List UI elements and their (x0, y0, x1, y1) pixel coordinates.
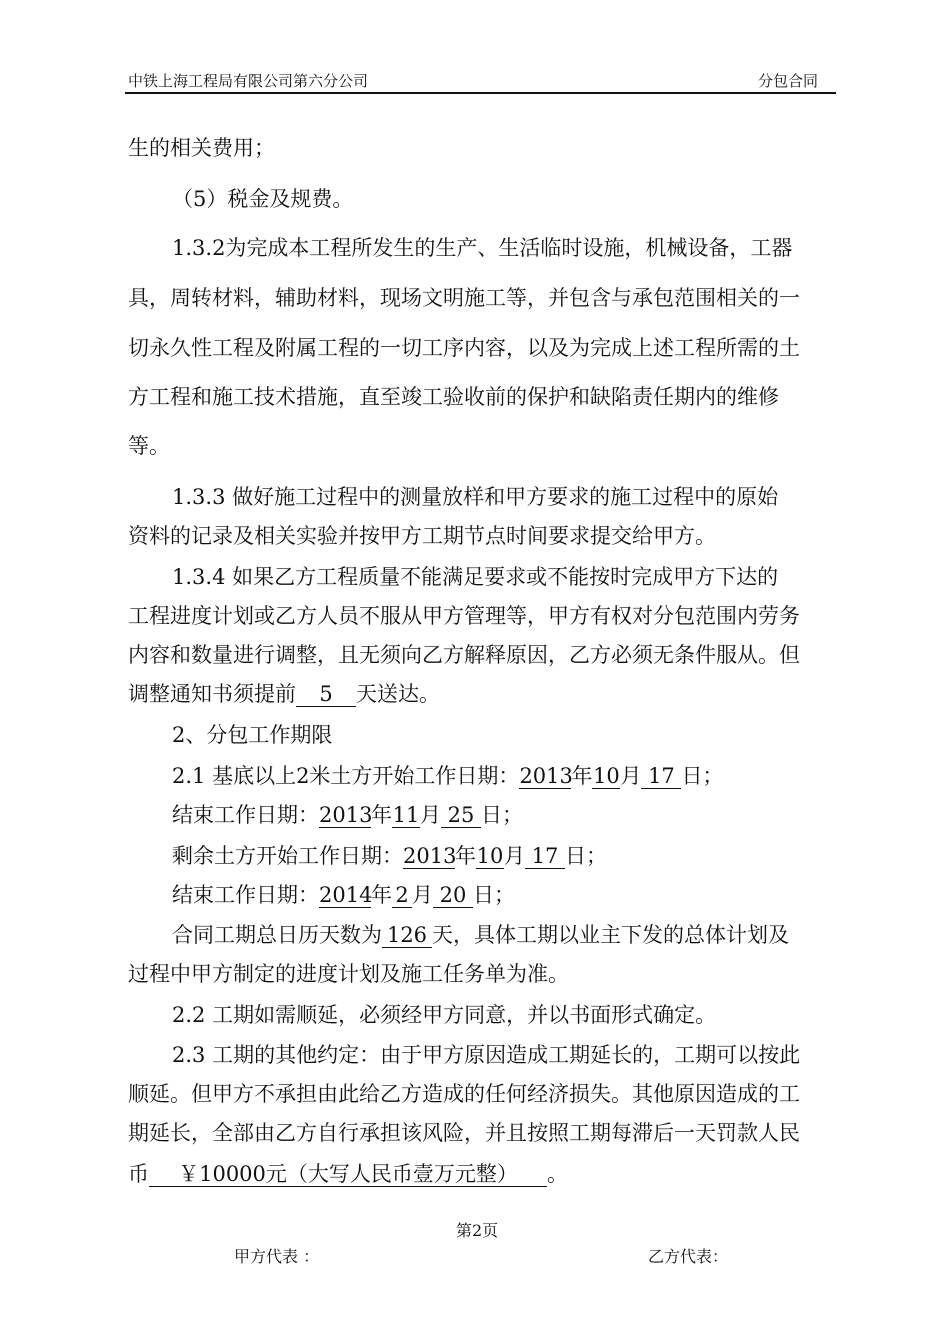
blank-day: 17 (641, 764, 681, 789)
text: 年 (371, 883, 392, 907)
text: 剩余土方开始工作日期： (172, 844, 403, 868)
blank-day: 17 (525, 844, 565, 869)
body-line: 方工程和施工技术措施，直至竣工验收前的保护和缺陷责任期内的维修 (128, 385, 779, 409)
text: 年 (371, 803, 392, 827)
blank-year: 2014 (319, 883, 373, 907)
text: 。 (547, 1162, 568, 1186)
body-line: 期延长，全部由乙方自行承担该风险，并且按照工期每滞后一天罚款人民 (128, 1121, 800, 1145)
text: 天，具体工期以业主下发的总体计划及 (432, 923, 789, 947)
text: 年 (455, 844, 476, 868)
blank-year: 2013 (319, 803, 373, 827)
body-line: 1.3.2为完成本工程所发生的生产、生活临时设施，机械设备，工器 (172, 236, 793, 260)
text: 结束工作日期： (172, 883, 319, 907)
text: 天送达。 (356, 682, 440, 706)
body-line: 资料的记录及相关实验并按甲方工期节点时间要求提交给甲方。 (128, 524, 716, 548)
text: 合同工期总日历天数为 (172, 923, 382, 947)
blank-month: 2 (392, 883, 412, 908)
body-line-notice (128, 680, 440, 708)
date-line (172, 801, 523, 829)
body-line: 2.3 工期的其他约定：由于甲方原因造成工期延长的，工期可以按此 (172, 1043, 801, 1067)
text: 月 (412, 883, 433, 907)
text: 结束工作日期： (172, 803, 319, 827)
body-line: 具，周转材料，辅助材料，现场文明施工等，并包含与承包范围相关的一 (128, 286, 800, 310)
blank-day: 20 (433, 883, 473, 908)
blank-total-days: 126 (382, 923, 432, 948)
body-line: 生的相关费用； (128, 136, 275, 160)
blank-days: 5 (296, 682, 356, 707)
body-line: 2.2 工期如需顺延，必须经甲方同意，并以书面形式确定。 (172, 1003, 717, 1027)
body-line: 1.3.4 如果乙方工程质量不能满足要求或不能按时完成甲方下达的 (172, 565, 779, 589)
text: 日； (473, 883, 515, 907)
blank-month: 10 (593, 764, 620, 788)
text: 调整通知书须提前 (128, 682, 296, 706)
text: 月 (420, 803, 441, 827)
blank-penalty-amount: ￥10000元（大写人民币壹万元整） (149, 1162, 547, 1187)
text: 日； (565, 844, 607, 868)
header-company: 中铁上海工程局有限公司第六分公司 (128, 72, 369, 90)
blank-year: 2013 (403, 844, 457, 868)
body-line: 切永久性工程及附属工程的一切工序内容，以及为完成上述工程所需的土 (128, 336, 800, 360)
body-line: 过程中甲方制定的进度计划及施工任务单为准。 (128, 962, 569, 986)
body-line: 工程进度计划或乙方人员不服从甲方管理等，甲方有权对分包范围内劳务 (128, 604, 800, 628)
date-line (172, 881, 515, 909)
header-rule (125, 92, 836, 94)
party-b-representative: 乙方代表： (648, 1247, 729, 1266)
body-line: 内容和数量进行调整，且无须向乙方解释原因，乙方必须无条件服从。但 (128, 643, 800, 667)
body-line: 顺延。但甲方不承担由此给乙方造成的任何经济损失。其他原因造成的工 (128, 1082, 800, 1106)
body-line: 1.3.3 做好施工过程中的测量放样和甲方要求的施工过程中的原始 (172, 485, 779, 509)
header-doc-type: 分包合同 (758, 72, 819, 90)
party-a-representative: 甲方代表 ： (234, 1247, 320, 1266)
date-line (172, 842, 607, 870)
date-line (172, 762, 723, 790)
section-heading: 2、分包工作期限 (172, 723, 333, 747)
blank-month: 11 (392, 803, 420, 827)
text: 币 (128, 1162, 149, 1186)
duration-line (172, 921, 789, 949)
blank-day: 25 (441, 803, 481, 828)
text: 日； (481, 803, 523, 827)
text: 2.1 基底以上2米土方开始工作日期： (172, 764, 520, 788)
page-number: 第2页 (456, 1221, 499, 1240)
text: 月 (504, 844, 525, 868)
text: 日； (681, 764, 724, 788)
body-line: 等。 (128, 434, 170, 458)
text: 年 (571, 764, 593, 788)
blank-year: 2013 (519, 764, 573, 788)
text: 月 (620, 764, 642, 788)
blank-month: 10 (476, 844, 504, 868)
penalty-line (128, 1160, 568, 1188)
body-line: （5）税金及规费。 (172, 187, 354, 211)
